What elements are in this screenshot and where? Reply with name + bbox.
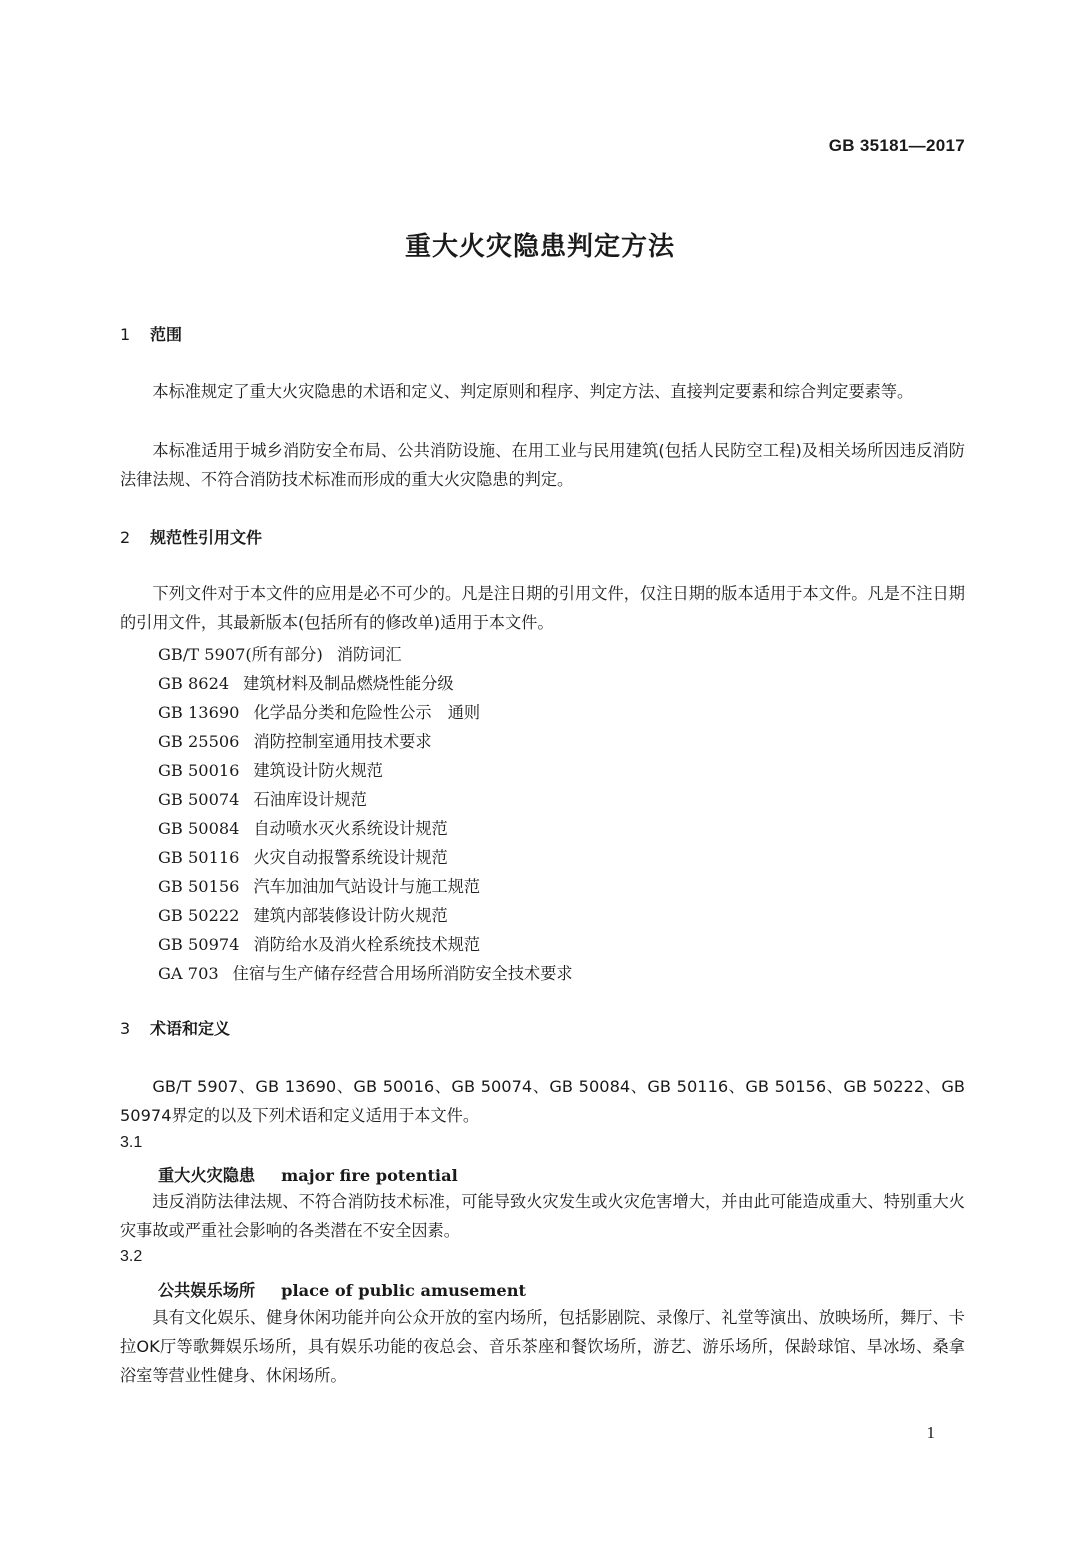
reference-title: 消防控制室通用技术要求: [253, 732, 432, 751]
terms-intro: GB/T 5907、GB 13690、GB 50016、GB 50074、GB 50084、GB 50116、GB 50156、GB 50222、GB 50974界定的以及下列术语和定义适用于本文件。: [120, 1077, 965, 1125]
term-entry: [158, 1162, 458, 1186]
reference-code: GB 50222: [158, 906, 240, 925]
document-title: 重大火灾隐患判定方法: [404, 232, 675, 262]
reference-code: GB 13690: [158, 703, 240, 722]
reference-item: [158, 873, 480, 897]
section-title: 规范性引用文件: [150, 528, 263, 547]
reference-title: 汽车加油加气站设计与施工规范: [253, 877, 481, 896]
reference-item: [158, 786, 367, 810]
term-english: major fire potential: [281, 1166, 458, 1185]
term-definition: 具有文化娱乐、健身休闲功能并向公众开放的室内场所，包括影剧院、录像厅、礼堂等演出、放映场所，舞厅、卡拉OK厅等歌舞娱乐场所，具有娱乐功能的夜总会、音乐茶座和餐饮场所，游艺、游乐场所，保龄球馆、旱冰场、桑拿浴室等营业性健身、休闲场所。: [120, 1308, 965, 1385]
section-number: 1: [120, 325, 131, 344]
reference-item: [158, 844, 448, 868]
reference-title: 建筑材料及制品燃烧性能分级: [243, 674, 454, 693]
reference-title: 石油库设计规范: [253, 790, 367, 809]
reference-item: [158, 699, 480, 723]
reference-code: GA 703: [158, 964, 219, 983]
term-english: place of public amusement: [281, 1281, 526, 1300]
scope-paragraph-2: 本标准适用于城乡消防安全布局、公共消防设施、在用工业与民用建筑(包括人民防空工程)及相关场所因违反消防法律法规、不符合消防技术标准而形成的重大火灾隐患的判定。: [120, 441, 965, 489]
reference-item: [158, 728, 432, 752]
standard-code: GB 35181—2017: [828, 136, 965, 155]
reference-code: GB 25506: [158, 732, 240, 751]
section-title: 术语和定义: [150, 1019, 231, 1038]
reference-code: GB 50016: [158, 761, 240, 780]
reference-code: GB/T 5907(所有部分): [158, 645, 323, 664]
section-number: 2: [120, 528, 131, 547]
section-heading-terms: [120, 1016, 230, 1039]
reference-title: 建筑内部装修设计防火规范: [253, 906, 448, 925]
reference-item: [158, 902, 448, 926]
reference-item: [158, 960, 573, 984]
section-heading-scope: [120, 322, 182, 345]
reference-item: [158, 815, 448, 839]
reference-title: 自动喷水灭火系统设计规范: [253, 819, 448, 838]
reference-code: GB 50974: [158, 935, 240, 954]
section-number: 3: [120, 1019, 131, 1038]
reference-code: GB 50116: [158, 848, 240, 867]
reference-item: [158, 641, 402, 665]
term-chinese: 重大火灾隐患: [158, 1166, 256, 1185]
reference-item: [158, 931, 480, 955]
reference-title: 火灾自动报警系统设计规范: [253, 848, 448, 867]
reference-title: 消防词汇: [336, 645, 402, 664]
reference-title: 建筑设计防火规范: [253, 761, 383, 780]
term-definition: 违反消防法律法规、不符合消防技术标准，可能导致火灾发生或火灾危害增大，并由此可能造成重大、特别重大火灾事故或严重社会影响的各类潜在不安全因素。: [120, 1192, 965, 1240]
clause-number: 3.2: [120, 1248, 143, 1265]
clause-number: 3.1: [120, 1134, 143, 1151]
term-entry: [158, 1277, 526, 1301]
section-title: 范围: [150, 325, 183, 344]
reference-code: GB 50156: [158, 877, 240, 896]
section-heading-references: [120, 525, 262, 548]
reference-code: GB 50084: [158, 819, 240, 838]
references-intro: 下列文件对于本文件的应用是必不可少的。凡是注日期的引用文件，仅注日期的版本适用于本文件。凡是不注日期的引用文件，其最新版本(包括所有的修改单)适用于本文件。: [120, 584, 965, 632]
reference-title: 住宿与生产储存经营合用场所消防安全技术要求: [232, 964, 573, 983]
reference-item: [158, 757, 383, 781]
term-chinese: 公共娱乐场所: [158, 1281, 256, 1300]
page-number: 1: [926, 1423, 935, 1442]
reference-title: 消防给水及消火栓系统技术规范: [253, 935, 481, 954]
scope-paragraph-1: 本标准规定了重大火灾隐患的术语和定义、判定原则和程序、判定方法、直接判定要素和综合判定要素等。: [152, 382, 914, 401]
reference-title: 化学品分类和危险性公示 通则: [253, 703, 481, 722]
reference-item: [158, 670, 454, 694]
reference-code: GB 50074: [158, 790, 240, 809]
reference-code: GB 8624: [158, 674, 230, 693]
